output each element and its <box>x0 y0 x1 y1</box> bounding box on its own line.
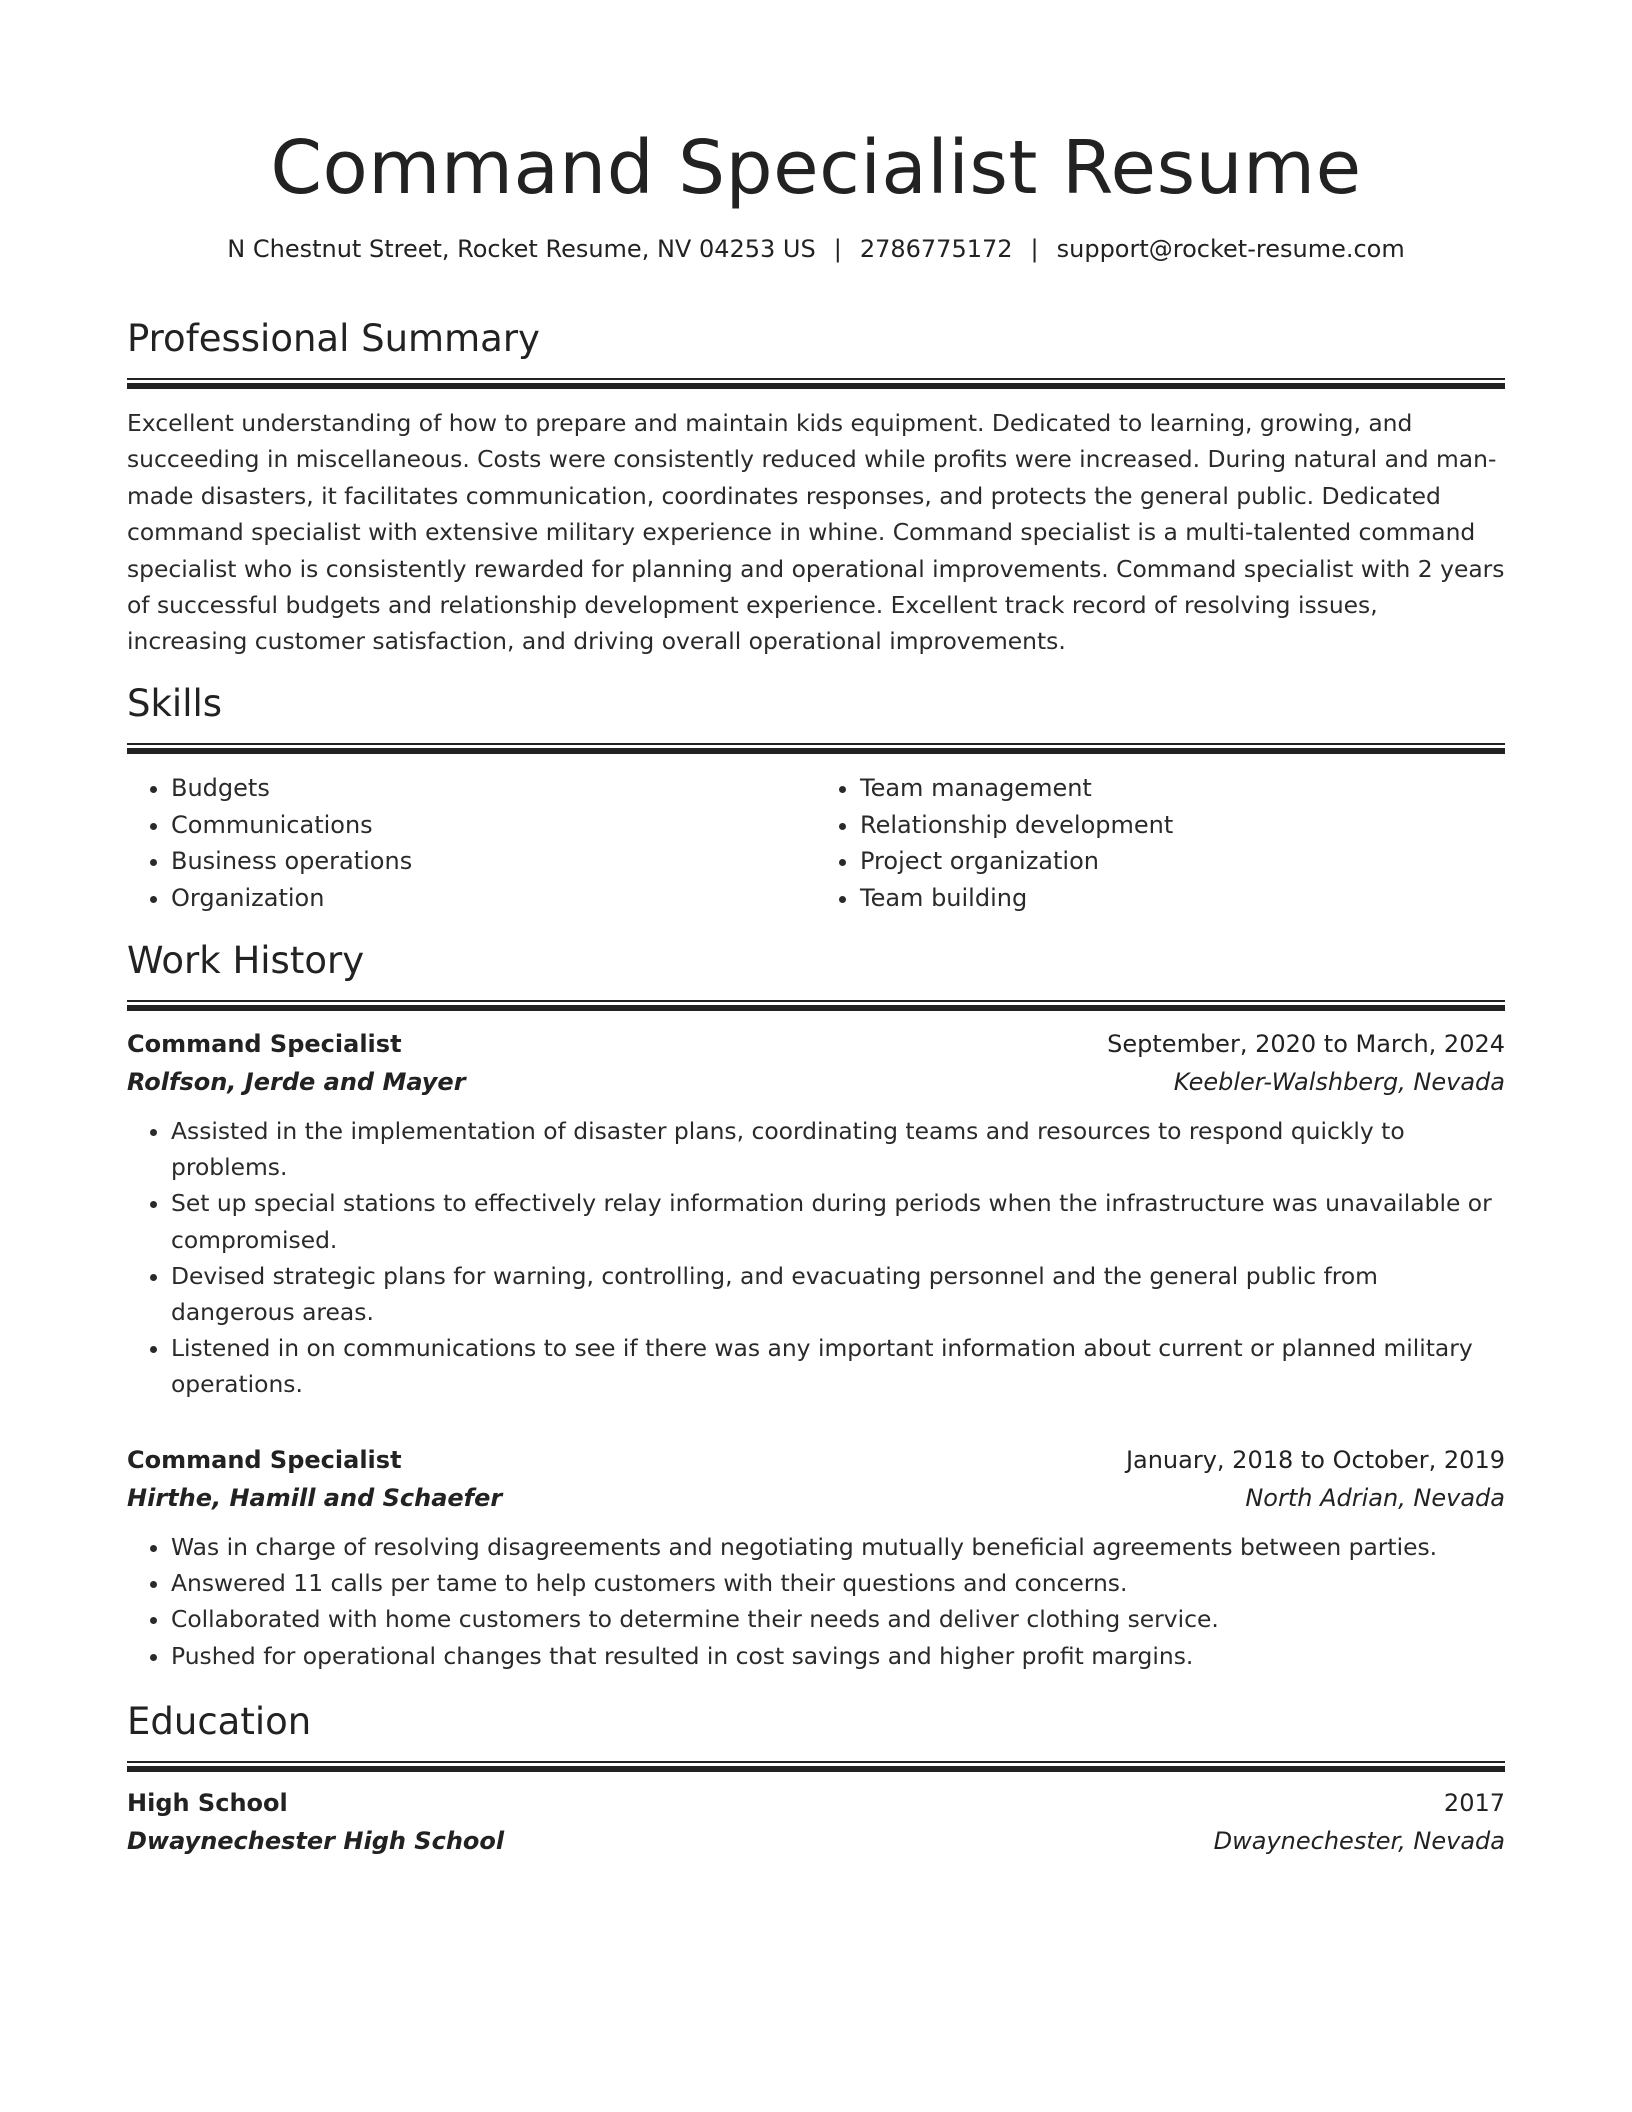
section-divider <box>127 378 1505 389</box>
skills-column-right <box>816 770 1505 916</box>
job-dates: January, 2018 to October, 2019 <box>1125 1446 1505 1474</box>
duty-item: • Was in charge of resolving disagreements and negotiating mutually beneficial agreements between parties. <box>171 1529 1505 1565</box>
contact-separator: | <box>1030 235 1039 263</box>
job-duties <box>127 1113 1505 1403</box>
duty-item: • Pushed for operational changes that resulted in cost savings and higher profit margins. <box>171 1638 1505 1674</box>
section-divider <box>127 1000 1505 1011</box>
education-year: 2017 <box>1443 1789 1505 1817</box>
section-title-work: Work History <box>127 939 365 982</box>
job-location: North Adrian, Nevada <box>1245 1484 1505 1512</box>
job-company: Rolfson, Jerde and Mayer <box>127 1068 466 1096</box>
skill-item: • Communications <box>171 807 816 844</box>
skill-item: • Team building <box>860 880 1505 917</box>
job-dates: September, 2020 to March, 2024 <box>1107 1030 1505 1058</box>
section-divider <box>127 743 1505 754</box>
contact-phone: 2786775172 <box>859 235 1013 263</box>
education-entry <box>127 1784 1505 1860</box>
skills-list <box>127 770 1505 916</box>
skills-section <box>127 679 1505 916</box>
job-title: Command Specialist <box>127 1030 402 1058</box>
summary-text: Excellent understanding of how to prepare and maintain kids equipment. Dedicated to learning, growing, and succeeding in miscellaneous. Costs were consistently reduced while profits were increased. During natural and man-made disasters, it facilitates communication, coordinates responses, and protects the general public. Dedicated command specialist with extensive military experience in whine. Command specialist is a multi-talented command specialist who is consistently rewarded for planning and operational improvements. Command specialist with 2 years of successful budgets and relationship development experience. Excellent track record of resolving issues, increasing customer satisfaction, and driving overall operational improvements. <box>127 409 1505 656</box>
education-degree: High School <box>127 1789 288 1817</box>
skill-item: • Organization <box>171 880 816 917</box>
duty-item: • Set up special stations to effectively relay information during periods when the infrastructure was unavailable or compromised. <box>171 1185 1505 1257</box>
section-divider <box>127 1761 1505 1772</box>
contact-separator: | <box>833 235 842 263</box>
contact-address: N Chestnut Street, Rocket Resume, NV 04253 US <box>227 235 816 263</box>
job-location: Keebler-Walshberg, Nevada <box>1173 1068 1505 1096</box>
skill-item: • Project organization <box>860 843 1505 880</box>
section-title-summary: Professional Summary <box>127 317 540 360</box>
skill-item: • Team management <box>860 770 1505 807</box>
work-section <box>127 936 1505 1403</box>
resume-title: Command Specialist Resume <box>270 125 1362 211</box>
section-title-education: Education <box>127 1700 312 1743</box>
duty-item: • Listened in on communications to see if there was any important information about current or planned military operations. <box>171 1330 1505 1402</box>
job-duties <box>127 1529 1505 1674</box>
education-location: Dwaynechester, Nevada <box>1213 1827 1505 1855</box>
skills-column-left <box>127 770 816 916</box>
job-entry <box>127 1025 1505 1403</box>
summary-section <box>127 314 1505 660</box>
skill-item: • Budgets <box>171 770 816 807</box>
education-school: Dwaynechester High School <box>127 1827 505 1855</box>
duty-item: • Devised strategic plans for warning, controlling, and evacuating personnel and the general public from dangerous areas. <box>171 1258 1505 1330</box>
education-section <box>127 1697 1505 1860</box>
skill-item: • Business operations <box>171 843 816 880</box>
contact-line <box>127 232 1505 266</box>
job-company: Hirthe, Hamill and Schaefer <box>127 1484 503 1512</box>
duty-item: • Answered 11 calls per tame to help customers with their questions and concerns. <box>171 1565 1505 1601</box>
contact-email: support@rocket-resume.com <box>1056 235 1405 263</box>
job-title: Command Specialist <box>127 1446 402 1474</box>
duty-item: • Collaborated with home customers to determine their needs and deliver clothing service. <box>171 1601 1505 1637</box>
duty-item: • Assisted in the implementation of disaster plans, coordinating teams and resources to respond quickly to problems. <box>171 1113 1505 1185</box>
job-entry <box>127 1441 1505 1674</box>
section-title-skills: Skills <box>127 682 223 725</box>
skill-item: • Relationship development <box>860 807 1505 844</box>
